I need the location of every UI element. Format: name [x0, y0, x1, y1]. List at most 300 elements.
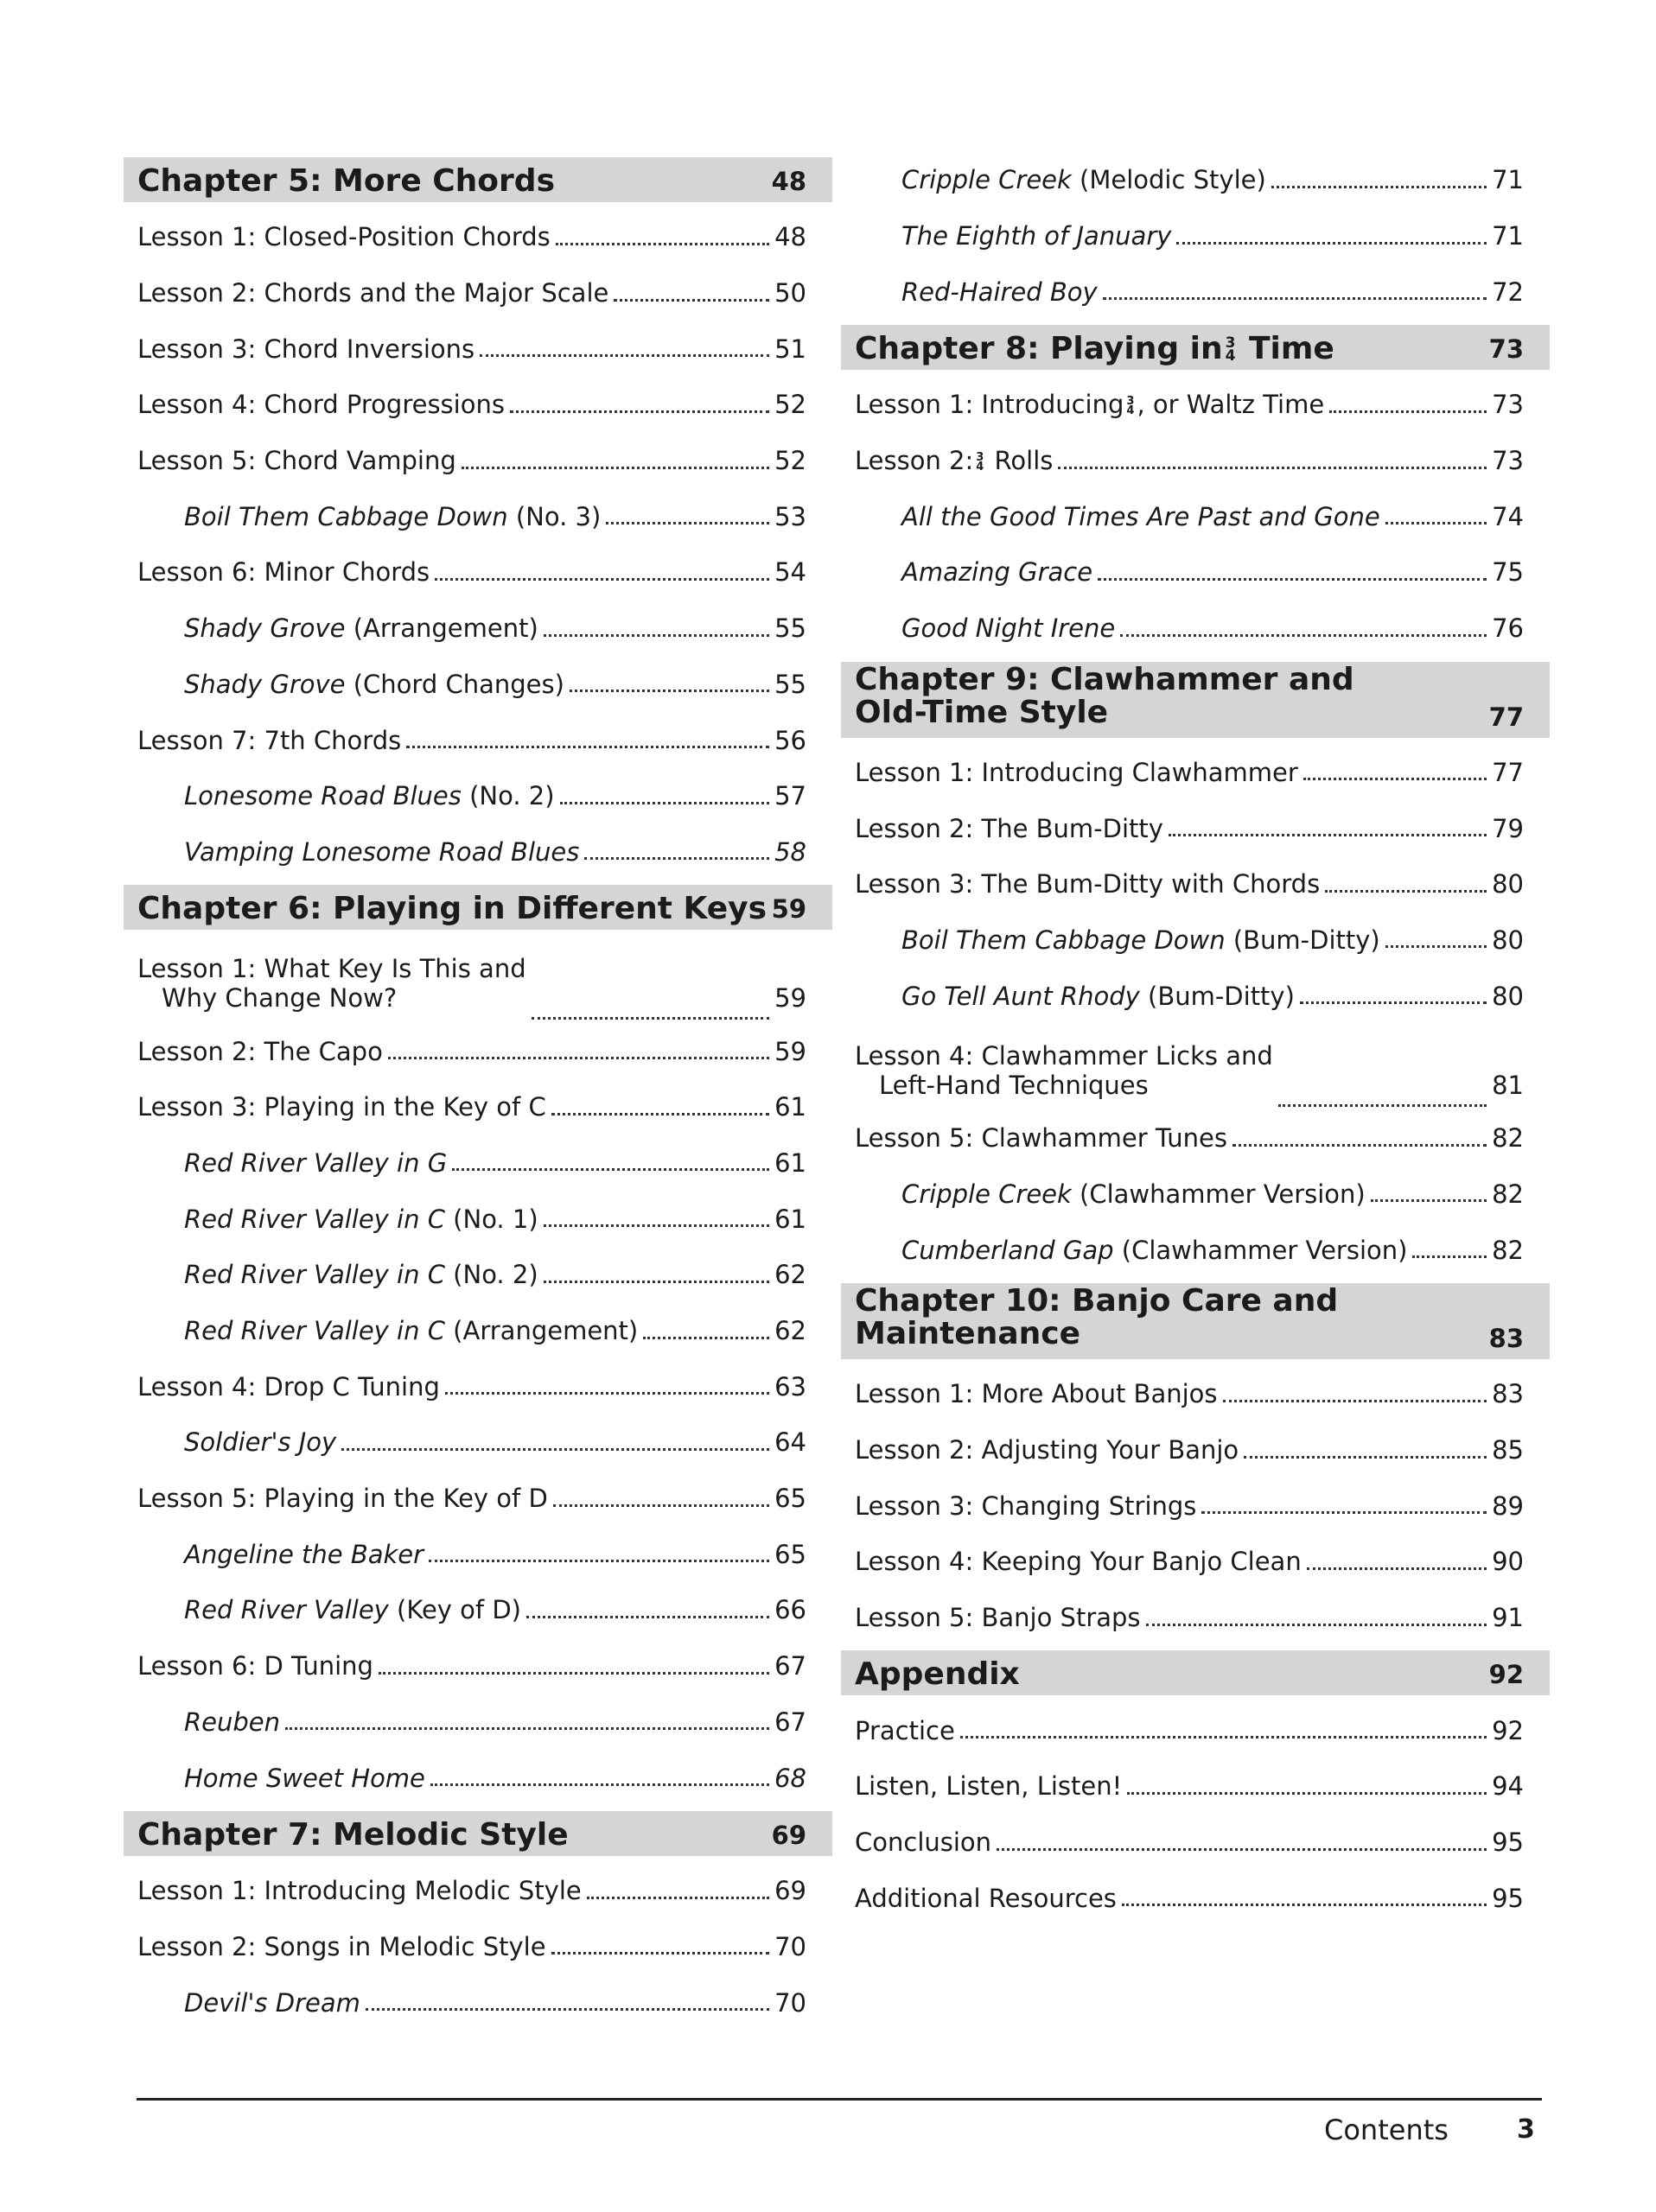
lesson-label-text: Lesson 6: D Tuning [137, 1651, 373, 1681]
entry-page-number: 59 [774, 1036, 806, 1066]
chapter-title [855, 333, 1489, 370]
entry-page-number: 92 [1492, 1715, 1524, 1745]
dot-leader [606, 522, 769, 524]
lesson-label-line: Left-Hand Techniques [879, 1070, 1149, 1100]
lesson-label [137, 446, 456, 475]
lesson-label-line: Why Change Now? [162, 983, 398, 1014]
lesson-label-text: Lesson 2: Chords and the Major Scale [137, 278, 609, 308]
song-label [901, 502, 1380, 531]
song-variant: (Key of D) [388, 1595, 521, 1625]
song-title: Red River Valley in C [184, 1260, 445, 1290]
lesson-entry [124, 1079, 832, 1135]
song-label [184, 1540, 424, 1569]
lesson-label [855, 1123, 1227, 1153]
dot-leader [551, 1952, 770, 1955]
song-title: Boil Them Cabbage Down [184, 501, 508, 531]
time-signature-bottom: 4 [1225, 347, 1236, 365]
entry-page-number: 82 [1492, 1235, 1524, 1265]
dot-leader [1244, 1456, 1487, 1459]
entry-page-number: 82 [1492, 1123, 1524, 1154]
lesson-label [137, 1092, 546, 1122]
entry-page-number: 89 [1492, 1491, 1524, 1521]
entry-page-number: 62 [774, 1316, 806, 1346]
song-variant: (Clawhammer Version) [1113, 1235, 1408, 1265]
song-label [184, 781, 555, 810]
dot-leader [1300, 1001, 1487, 1004]
lesson-label [137, 1484, 548, 1513]
song-entry [124, 1526, 832, 1582]
chapter-title [855, 661, 1489, 734]
lesson-entry [124, 1919, 832, 1975]
dot-leader [341, 1448, 769, 1451]
chapter-title-text: Chapter 9: Clawhammer and Old-Time Style [855, 661, 1354, 730]
entry-page-number: 73 [1492, 390, 1524, 420]
song-entry [841, 1166, 1550, 1223]
lesson-label [855, 1379, 1218, 1408]
song-entry [124, 1582, 832, 1638]
dot-leader [452, 1168, 769, 1171]
lesson-entry [124, 321, 832, 377]
dot-leader [544, 1224, 769, 1227]
song-variant: (No. 2) [461, 781, 555, 811]
entry-page-number: 90 [1492, 1547, 1524, 1577]
dot-leader [532, 1017, 769, 1020]
dot-leader [1201, 1511, 1487, 1514]
entry-page-number: 76 [1492, 613, 1524, 644]
lesson-entry [841, 1024, 1550, 1110]
song-label [184, 1260, 538, 1289]
lesson-label-line: Lesson 4: Clawhammer Licks and [855, 1040, 1273, 1071]
chapter-heading [841, 325, 1550, 370]
entry-page-number: 48 [774, 222, 806, 252]
song-title: Reuben [184, 1707, 281, 1737]
chapter-page-number: 59 [771, 894, 806, 925]
song-label [184, 837, 579, 867]
song-title: Home Sweet Home [184, 1763, 425, 1793]
time-signature-top: 3 [976, 451, 984, 465]
lesson-label-text: Lesson 5: Banjo Straps [855, 1603, 1141, 1633]
song-variant: (Bum-Ditty) [1225, 925, 1380, 955]
lesson-label [855, 446, 1053, 475]
entry-page-number: 61 [774, 1147, 806, 1178]
song-variant: (No. 3) [507, 501, 602, 531]
entry-page-number: 82 [1492, 1179, 1524, 1209]
song-label [901, 613, 1115, 643]
entry-page-number: 81 [1492, 1070, 1524, 1100]
song-title: Go Tell Aunt Rhody [901, 981, 1140, 1011]
lesson-label [855, 1603, 1141, 1632]
song-title: Cumberland Gap [901, 1235, 1114, 1265]
lesson-label-text: Lesson 4: Keeping Your Banjo Clean [855, 1547, 1302, 1577]
dot-leader [1329, 410, 1487, 413]
song-entry [124, 1974, 832, 2031]
song-title: Red River Valley in C [184, 1316, 445, 1346]
entry-page-number: 66 [774, 1595, 806, 1625]
lesson-label [137, 278, 608, 308]
dot-leader [1098, 578, 1487, 581]
time-signature-top: 3 [1225, 334, 1236, 353]
lesson-label [137, 557, 430, 587]
song-entry [841, 601, 1550, 657]
song-title: Amazing Grace [901, 557, 1093, 588]
entry-page-number: 57 [774, 781, 806, 811]
lesson-entry [841, 1478, 1550, 1534]
song-title: Shady Grove [184, 613, 346, 644]
chapter-heading [124, 1811, 832, 1856]
lesson-label [137, 390, 505, 419]
dot-leader [584, 857, 769, 860]
lesson-entry [841, 1815, 1550, 1871]
entry-page-number: 71 [1492, 221, 1524, 251]
dot-leader [1176, 242, 1487, 245]
toc-column-right [841, 152, 1550, 1926]
song-label [184, 1707, 280, 1737]
lesson-entry [841, 800, 1550, 856]
song-title: Red River Valley [184, 1595, 389, 1625]
time-signature-top: 3 [1126, 395, 1135, 409]
chapter-heading [124, 885, 832, 930]
song-entry [841, 544, 1550, 601]
entry-page-number: 70 [774, 1987, 806, 2018]
entry-page-number: 63 [774, 1371, 806, 1402]
dot-leader [480, 354, 769, 357]
song-title: Red-Haired Boy [901, 276, 1098, 307]
time-signature-icon [1126, 397, 1134, 416]
lesson-label-text: Lesson 6: Minor Chords [137, 557, 430, 588]
dot-leader [1271, 186, 1487, 188]
entry-page-number: 61 [774, 1204, 806, 1234]
lesson-label-text: Lesson 5: Clawhammer Tunes [855, 1123, 1227, 1154]
entry-page-number: 65 [774, 1484, 806, 1514]
song-variant: (Chord Changes) [345, 669, 564, 699]
entry-page-number: 77 [1492, 757, 1524, 787]
dot-leader [1232, 1144, 1487, 1147]
lesson-label-text: Lesson 7: 7th Chords [137, 725, 402, 755]
entry-page-number: 62 [774, 1260, 806, 1290]
dot-leader [285, 1727, 769, 1730]
song-title: Lonesome Road Blues [184, 781, 462, 811]
song-label [901, 925, 1380, 955]
time-signature-bottom: 4 [976, 461, 984, 474]
chapter-heading [841, 1650, 1550, 1695]
dot-leader [1385, 522, 1487, 524]
lesson-entry [841, 1590, 1550, 1646]
time-signature-icon [976, 453, 984, 472]
entry-page-number: 74 [1492, 501, 1524, 531]
lesson-label [855, 1041, 1273, 1100]
chapter-page-number: 83 [1488, 1324, 1524, 1353]
song-title: Cripple Creek [901, 1179, 1072, 1209]
lesson-entry [124, 377, 832, 433]
footer-label: Contents [1324, 2113, 1449, 2146]
dot-leader [1303, 778, 1487, 780]
song-entry [124, 824, 832, 880]
lesson-entry [124, 1023, 832, 1079]
song-variant: (Arrangement) [444, 1316, 639, 1346]
entry-page-number: 85 [1492, 1435, 1524, 1465]
dot-leader [614, 299, 769, 302]
chapter-title [855, 1285, 1489, 1355]
lesson-label [855, 814, 1163, 843]
lesson-entry [841, 856, 1550, 912]
dot-leader [1223, 1400, 1487, 1402]
lesson-entry [841, 433, 1550, 489]
lesson-label-text: Lesson 1: Closed-Position Chords [137, 222, 551, 252]
entry-page-number: 68 [774, 1763, 806, 1793]
lesson-label-text: Lesson 5: Playing in the Key of D [137, 1484, 548, 1514]
song-entry [124, 1750, 832, 1806]
lesson-label [137, 1037, 383, 1066]
song-label [184, 1316, 638, 1345]
lesson-entry [124, 1358, 832, 1414]
song-label [901, 1236, 1407, 1265]
lesson-entry [841, 1534, 1550, 1590]
lesson-label [137, 1651, 373, 1681]
lesson-label-text: Lesson 1: More About Banjos [855, 1379, 1218, 1409]
chapter-title-text: Chapter 10: Banjo Care and Maintenance [855, 1283, 1339, 1351]
entry-page-number: 54 [774, 557, 806, 588]
chapter-heading [841, 1283, 1550, 1359]
song-title: Cripple Creek [901, 165, 1072, 195]
song-entry [841, 264, 1550, 320]
song-variant: (Melodic Style) [1071, 165, 1266, 195]
entry-page-number: 50 [774, 278, 806, 308]
lesson-entry [124, 265, 832, 321]
entry-page-number: 67 [774, 1707, 806, 1737]
entry-page-number: 95 [1492, 1827, 1524, 1858]
entry-page-number: 69 [774, 1876, 806, 1906]
dot-leader [551, 1113, 769, 1116]
song-label [901, 982, 1295, 1011]
lesson-label-text: Lesson 4: Chord Progressions [137, 390, 505, 420]
song-entry [124, 1303, 832, 1359]
chapter-title-text: Chapter 7: Melodic Style [137, 1816, 569, 1853]
entry-page-number: 58 [774, 836, 806, 867]
dot-leader [388, 1057, 769, 1059]
lesson-label [855, 1491, 1196, 1521]
lesson-label-suffix: , or Waltz Time [1137, 390, 1325, 420]
song-entry [124, 1191, 832, 1247]
dot-leader [406, 746, 769, 748]
song-entry [124, 1135, 832, 1192]
entry-page-number: 67 [774, 1651, 806, 1681]
dot-leader [1127, 1792, 1487, 1795]
song-variant: (Arrangement) [345, 613, 538, 644]
lesson-label-text: Lesson 3: Playing in the Key of C [137, 1092, 546, 1122]
dot-leader [1146, 1624, 1487, 1626]
song-title: Devil's Dream [184, 1987, 360, 2018]
entry-page-number: 95 [1492, 1883, 1524, 1913]
lesson-label-text: Lesson 1: Introducing Melodic Style [137, 1876, 582, 1906]
chapter-page-number: 92 [1488, 1660, 1524, 1690]
lesson-entry [124, 937, 832, 1023]
time-signature-icon [1225, 334, 1236, 365]
lesson-entry [841, 1422, 1550, 1478]
song-title: Shady Grove [184, 669, 346, 699]
lesson-label-text: Lesson 3: Chord Inversions [137, 334, 475, 364]
song-entry [124, 1414, 832, 1471]
song-entry [841, 912, 1550, 969]
dot-leader [1169, 834, 1487, 836]
chapter-title-text: Chapter 8: Playing in [855, 331, 1223, 367]
chapter-heading [124, 157, 832, 202]
song-label [901, 221, 1171, 251]
song-title: Vamping Lonesome Road Blues [184, 836, 580, 867]
song-label [184, 670, 564, 699]
chapter-page-number: 69 [771, 1820, 806, 1850]
song-title: Soldier's Joy [184, 1427, 337, 1458]
entry-page-number: 61 [774, 1092, 806, 1122]
song-title: The Eighth of January [901, 221, 1172, 251]
entry-page-number: 52 [774, 446, 806, 476]
chapter-title-text: Chapter 5: More Chords [137, 163, 555, 199]
lesson-label-suffix: Rolls [986, 446, 1054, 476]
lesson-label [855, 1716, 955, 1745]
song-title: Boil Them Cabbage Down [901, 925, 1226, 955]
chapter-title [137, 1816, 772, 1856]
song-entry [124, 601, 832, 657]
dot-leader [1307, 1567, 1487, 1570]
lesson-entry [841, 1758, 1550, 1815]
entry-page-number: 80 [1492, 981, 1524, 1011]
dot-leader [430, 1783, 769, 1786]
lesson-label [855, 1771, 1122, 1801]
song-entry [841, 968, 1550, 1024]
lesson-entry [124, 712, 832, 768]
song-entry [124, 657, 832, 713]
lesson-label [855, 1827, 991, 1857]
lesson-entry [841, 1110, 1550, 1166]
lesson-label [137, 1876, 582, 1905]
chapter-page-number: 77 [1488, 702, 1524, 732]
toc-column-left [124, 152, 832, 2031]
dot-leader [1103, 297, 1487, 300]
lesson-entry [124, 1471, 832, 1527]
dot-leader [587, 1897, 769, 1899]
entry-page-number: 53 [774, 501, 806, 531]
dot-leader [510, 410, 769, 413]
lesson-label [137, 1932, 546, 1961]
entry-page-number: 56 [774, 725, 806, 755]
lesson-entry [124, 209, 832, 265]
lesson-label-text: Listen, Listen, Listen! [855, 1771, 1123, 1802]
lesson-entry [124, 1863, 832, 1919]
lesson-entry [841, 377, 1550, 433]
lesson-label [855, 1435, 1239, 1465]
song-label [184, 1595, 521, 1624]
lesson-label-text: Lesson 2: Adjusting Your Banjo [855, 1435, 1239, 1465]
lesson-label-text: Lesson 1: Introducing [855, 390, 1124, 420]
lesson-label-text: Lesson 2: Songs in Melodic Style [137, 1931, 546, 1961]
song-entry [841, 208, 1550, 264]
entry-page-number: 80 [1492, 869, 1524, 899]
lesson-label-text: Lesson 3: Changing Strings [855, 1491, 1197, 1521]
lesson-label-text: Lesson 2: [855, 446, 974, 476]
song-label [901, 165, 1266, 194]
lesson-label [137, 1372, 440, 1402]
chapter-title [855, 1658, 1489, 1695]
entry-page-number: 79 [1492, 813, 1524, 843]
dot-leader [1058, 467, 1487, 469]
chapter-title-suffix: Time [1238, 331, 1334, 367]
entry-page-number: 71 [1492, 165, 1524, 195]
entry-page-number: 73 [1492, 446, 1524, 476]
song-title: All the Good Times Are Past and Gone [901, 501, 1380, 531]
song-label [184, 1427, 336, 1457]
song-label [901, 1179, 1366, 1209]
song-label [184, 1148, 447, 1178]
song-entry [841, 488, 1550, 544]
lesson-label [855, 869, 1320, 899]
lesson-label-text: Lesson 1: Introducing Clawhammer [855, 757, 1298, 787]
song-variant: (No. 1) [444, 1204, 538, 1234]
lesson-label-text: Lesson 2: The Bum-Ditty [855, 813, 1163, 843]
entry-page-number: 64 [774, 1427, 806, 1458]
dot-leader [1385, 945, 1487, 948]
lesson-label [137, 726, 401, 755]
dot-leader [435, 578, 769, 581]
lesson-label-text: Lesson 2: The Capo [137, 1036, 383, 1066]
song-variant: (Bum-Ditty) [1139, 981, 1295, 1011]
song-title: Red River Valley in C [184, 1204, 445, 1234]
song-entry [124, 488, 832, 544]
dot-leader [379, 1672, 769, 1675]
chapter-title-text: Chapter 6: Playing in Different Keys [137, 891, 767, 927]
dot-leader [1122, 1904, 1487, 1906]
lesson-label-text: Lesson 3: The Bum-Ditty with Chords [855, 869, 1321, 899]
lesson-entry [841, 745, 1550, 801]
entry-page-number: 70 [774, 1931, 806, 1961]
song-label [184, 1205, 538, 1234]
dot-leader [960, 1736, 1487, 1738]
song-entry [841, 152, 1550, 208]
song-label [184, 1988, 360, 2018]
dot-leader [544, 634, 769, 637]
lesson-label-text: Practice [855, 1715, 955, 1745]
dot-leader [643, 1337, 769, 1339]
dot-leader [556, 243, 769, 245]
entry-page-number: 83 [1492, 1379, 1524, 1409]
dot-leader [570, 690, 769, 692]
entry-page-number: 75 [1492, 557, 1524, 588]
chapter-title-text: Appendix [855, 1656, 1020, 1693]
dot-leader [445, 1392, 769, 1395]
lesson-label [137, 334, 475, 364]
song-variant: (No. 2) [444, 1260, 538, 1290]
chapter-page-number: 73 [1488, 334, 1524, 365]
lesson-label [855, 758, 1298, 787]
dot-leader [1278, 1104, 1487, 1107]
entry-page-number: 65 [774, 1539, 806, 1569]
dot-leader [462, 467, 769, 469]
song-entry [124, 1694, 832, 1751]
song-label [901, 557, 1092, 587]
chapter-title [137, 165, 772, 202]
lesson-entry [841, 1871, 1550, 1927]
dot-leader [429, 1560, 769, 1562]
lesson-label [855, 1884, 1117, 1913]
lesson-label [137, 222, 551, 251]
entry-page-number: 55 [774, 613, 806, 644]
dot-leader [1371, 1199, 1487, 1202]
time-signature-bottom: 4 [1126, 404, 1135, 418]
lesson-label-line: Lesson 1: What Key Is This and [137, 954, 526, 984]
lesson-label [855, 390, 1324, 419]
song-entry [841, 1222, 1550, 1278]
song-label [184, 502, 601, 531]
lesson-label-text: Additional Resources [855, 1883, 1117, 1913]
song-label [184, 1764, 425, 1793]
